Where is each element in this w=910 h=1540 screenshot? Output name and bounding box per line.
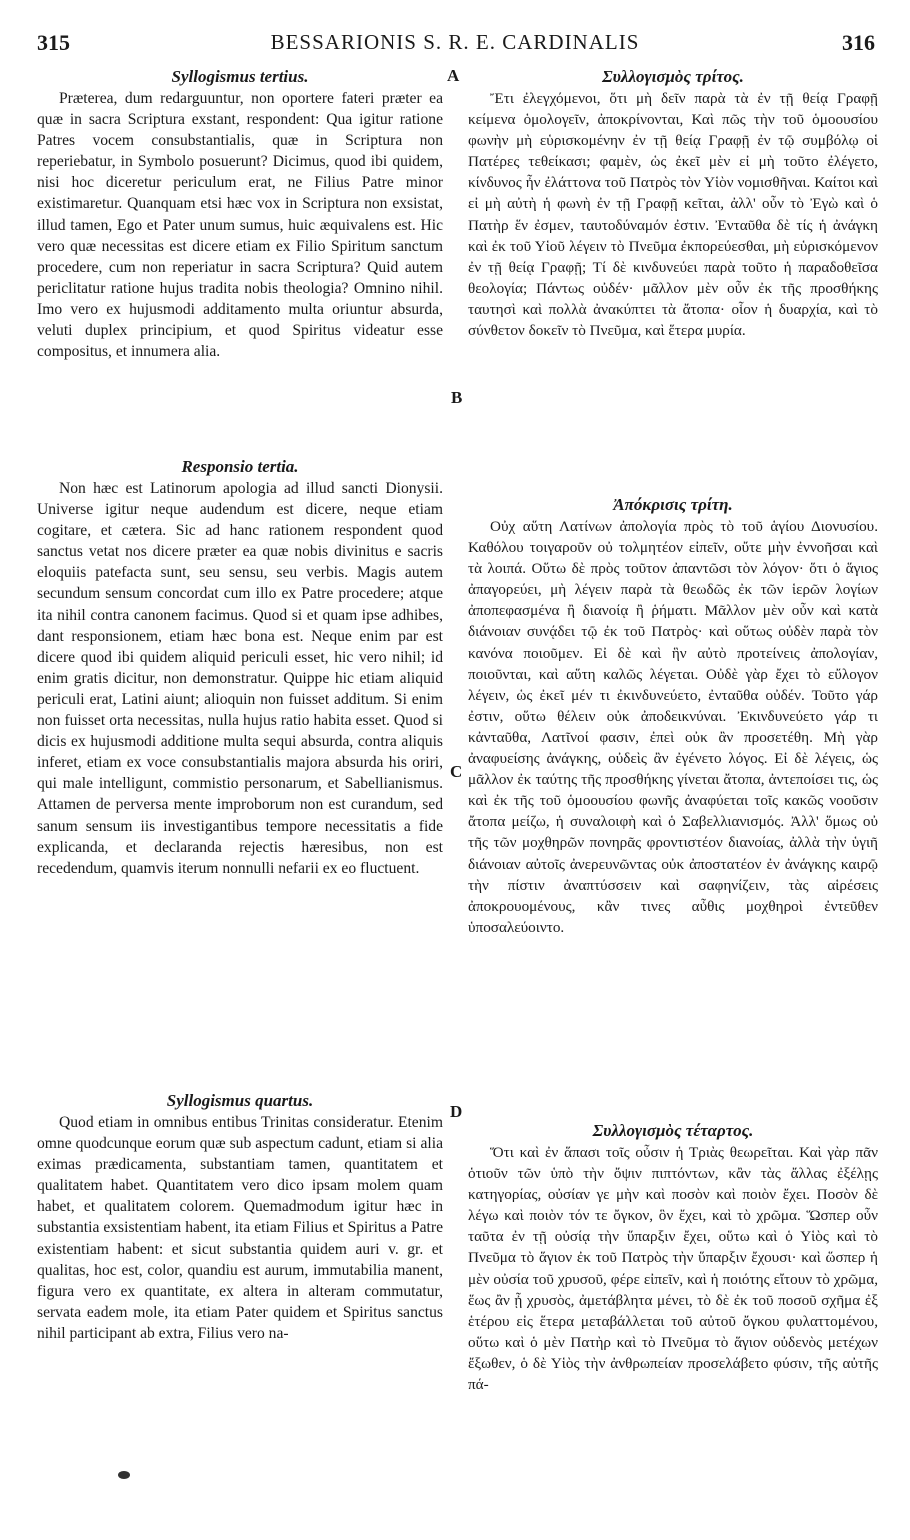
latin-syllogism-4-text: Quod etiam in omnibus entibus Trinitas consideratur. Etenim omne quodcunque eorum quæ sub aspectum cadunt, etiam si alia eximas prædicamenta, substantiam tamen, quantitatem et qualitatem habet. Quantitatem vero dico ipsam molem quam habet, et qualitatem colorem. Quemadmodum igitur hæc in substantia exsistentiam habent, ita etiam Filius et Spiritus a Patre existentiam habent: et sicut substantia quidem auri v. gr. et qualitas, hoc est, color, quandiu est aurum, immutabilia manent, figura vero ex quantitate, ex altera in alteram commutatur, servata eadem mole, ita etiam Pater quidem et Spiritus sanctus nihil participant ab extra, Filius vero na- (37, 1114, 443, 1342)
greek-syllogism-4 (468, 1120, 878, 1510)
section-marker-b: B (451, 388, 463, 407)
latin-response-3 (37, 456, 443, 1082)
latin-column (37, 66, 443, 1476)
running-title: BESSARIONIS S. R. E. CARDINALIS (270, 30, 640, 54)
page-number-left: 315 (37, 30, 70, 55)
latin-syllogism-4 (37, 1090, 443, 1476)
page-number-right: 316 (842, 30, 875, 55)
latin-response-3-text: Non hæc est Latinorum apologia ad illud sancti Dionysii. Universe igitur neque audendum est dicere, neque etiam cogitare, et cætera. Sic ad hanc rationem respondent quod sanctus vetat nos dicere præter ea quæ nobis divinitus e sacris eloquiis patefacta sunt, seu sensu, seu verbis. Magis autem secundum sensum concordat cum illo ex Patre procedere; atque ita nihil contra canonem facimus. Quod si et quam ipse adhibes, dant responsionem, etiam hæc bona est. Neque enim par est dicere quod ibi quidem aliquid periculi esset, hic vero nihil; id enim gratis dicitur, non demonstratur. Quippe hic etiam aliquid periculi erat, Latini aiunt; alioquin non fuisset additum. Si enim non fuisset orta necessitas, nulla hujus ratio habita esset. Quod si dicis ex hujusmodi additione multa sequi absurda, contra aliquis inferet, etiam ex voce consubstantialis majora absurda his oriri, qui male intelligunt, commistio personarum, et Sabellianismus. Attamen de perversa mente improborum non est curandum, sed sanum sensum iis investigantibus tempore necessitatis a fide explicanda, et declaranda rejectis hæresibus, non est recedendum, quamvis iterum nonnulli nefarii ex eo fluctuent. (37, 480, 443, 877)
greek-column (468, 66, 878, 1510)
latin-response-3-heading: Responsio tertia. (181, 457, 299, 476)
latin-syllogism-3-heading: Syllogismus tertius. (171, 67, 309, 86)
latin-syllogism-3-text: Præterea, dum redarguuntur, non oportere fateri præter ea quæ in sacra Scriptura exstant, respondent: Qua igitur ratione Patres vocem consubstantialis, quæ in Scriptura non reperiebatur, in Symbolo posuerunt? Dicimus, quod ibi quidem, nisi hoc diceretur periculum erat, ne Filius Patre minor existimaretur. Quanquam etsi hæc vox in Scriptura non exsistat, illud tamen, Ego et Pater unum sumus, huic æquivalens est. Hic vero quæ necessitas est dicere etiam ex Filio Spiritum sanctum procedere, cum non reperiatur in sacra Scriptura? Quid autem periclitatur ratione hujus tradita nobis theologia? Omnino nihil. Imo vero ex hujusmodi additamento multa oriuntur absurda, veluti duplex principium, et quod Spiritus videatur esse compositus, et innumera alia. (37, 90, 443, 361)
section-marker-c: C (450, 762, 463, 781)
greek-syllogism-4-heading: Συλλογισμὸς τέταρτος. (592, 1121, 754, 1140)
greek-syllogism-3 (468, 66, 878, 454)
ink-smudge (118, 1471, 130, 1479)
greek-response-3 (468, 494, 878, 1104)
section-marker-a: A (447, 66, 460, 85)
greek-syllogism-3-heading: Συλλογισμὸς τρίτος. (602, 67, 744, 86)
greek-response-3-heading: Ἀπόκρισις τρίτη. (613, 495, 733, 514)
section-marker-d: D (450, 1102, 463, 1121)
greek-syllogism-3-text: Ἔτι ἐλεγχόμενοι, ὅτι μὴ δεῖν παρὰ τὰ ἐν τῇ θείᾳ Γραφῇ κείμενα ὁμολογεῖν, ἀποκρίνονται, Καὶ πῶς τὴν τοῦ ὁμοουσίου φωνὴν μὴ εὑρισκομένην ἐν τῇ θείᾳ Γραφῇ ἐν τῷ συμβόλῳ οἱ Πατέρες τεθείκασι; φαμὲν, ὡς ἐκεῖ μὲν εἰ μὴ τοῦτο ἐλέγετο, κίνδυνος ἦν ἐλάττονα τοῦ Πατρὸς τὸν Υἱὸν νομισθῆναι. Καίτοι καὶ εἰ μὴ αὐτὴ ἡ φωνὴ ἐν τῇ Γραφῇ κεῖται, ἀλλ' οὖν τὸ Ἐγὼ καὶ ὁ Πατὴρ ἕν ἐσμεν, ταυτοδύναμόν ἐστιν. Ἐνταῦθα δὲ τίς ἡ ἀνάγκη καὶ ἐκ τοῦ Υἱοῦ λέγειν τὸ Πνεῦμα ἐκπορεύεσθαι, μὴ εὑρισκόμενον ἐν τῇ θείᾳ Γραφῇ; Τί δὲ κινδυνεύει παρὰ τοῦτο ἡ παραδοθεῖσα θεολογία; Πάντως οὐδέν· μᾶλλον μὲν οὖν ἐκ τῆς προσθήκης ταυτησὶ καὶ πολλὰ ἀνακύπτει τὰ ἄτοπα· οἷον ἡ δυαρχία, καὶ τὸ σύνθετον δοκεῖν τὸ Πνεῦμα, καὶ ἕτερα μυρία. (468, 90, 878, 340)
greek-response-3-text: Οὐχ αὕτη Λατίνων ἀπολογία πρὸς τὸ τοῦ ἁγίου Διονυσίου. Καθόλου τοιγαροῦν οὐ τολμητέον εἰπεῖν, οὔτε μὴν ἐννοῆσαι καὶ τὰ λοιπά. Οὕτω δὲ πρὸς τοῦτον ἀπαντῶσι τὸν λόγον· ὅτι ὁ ἅγιος ἀπαγορεύει, μὴ λέγειν παρὰ τὰ θεωδῶς ἐκ τῶν ἱερῶν λογίων ἀποπεφασμένα ἢ διανοίᾳ ἢ ῥήματι. Μᾶλλον μὲν οὖν καὶ κατὰ διάνοιαν συνᾴδει τῷ ἐκ τοῦ Πατρὸς· καὶ οὕτως οὐδὲν παρὰ τὸν κανόνα ποιοῦμεν. Εἰ δὲ καὶ ἣν αὐτὸ προτείνεις ἀπολογίαν, ποιοῦνται, καὶ αὕτη καλῶς λέγεται. Οὐδὲ γὰρ ἔχει τὸ εὔλογον λέγειν, ὡς ἐκεῖ μέν τι ἐκινδυνεύετο, ἐνταῦθα οὐδέν. Τοῦτο γάρ ἐστιν, οὕτω θέλειν οὐκ ἀποδεικνύναι. Ἐκινδυνεύετο γάρ τι κἀνταῦθα, Λατῖνοί φασιν, ἐπεὶ οὐκ ἂν προσετέθη. Μὴ γὰρ ἀναφυείσης ἀνάγκης, οὐδεὶς ἂν ἐγένετο λόγος. Εἰ δὲ λέγεις, ὡς μᾶλλον ἐκ ταύτης τῆς προσθήκης γίνεται ἄτοπα, ἀντεποίσει τις, ὡς καὶ ἐκ τῆς τοῦ ὁμοουσίου φωνῆς ἀναφύεται τοῖς κακῶς νοοῦσιν ἄτοπα μείζω, ἡ συναλοιφὴ καὶ ὁ Σαβελλιανισμός. Ἀλλ' ὅμως οὐ τῆς τῶν μοχθηρῶν πονηρᾶς φροντιστέον διανοίας, ἀλλὰ τὴν ὑγιῆ διάνοιαν αὐτοῖς ἀνερευνῶντας οὐκ ἀποστατέον ἐν ἀνάγκης καιρῷ τὴν πίστιν ἀναπτύσσειν καὶ σαφηνίζειν, τὰς αἱρέσεις ἀποκρουομένους, κἂν τινες αὖθις μοχθηροὶ ἐντεῦθεν ὑποσαλεύοιντο. (468, 518, 878, 936)
latin-syllogism-3 (37, 66, 443, 454)
running-header (0, 30, 910, 62)
latin-syllogism-4-heading: Syllogismus quartus. (166, 1091, 314, 1110)
greek-syllogism-4-text: Ὅτι καὶ ἐν ἅπασι τοῖς οὖσιν ἡ Τριὰς θεωρεῖται. Καὶ γὰρ πᾶν ὁτιοῦν τῶν ὑπὸ τὴν ὄψιν πιπτόντων, κἂν τὰς ἄλλας ἐξέλῃς κατηγορίας, οὐσίαν γε μὴν καὶ ποσὸν καὶ ποιὸν ἔχει. Ποσὸν δὲ λέγω καὶ ποιὸν τόν τε ὄγκον, ὃν ἔχει, καὶ τὸ χρῶμα. Ὥσπερ οὖν ταῦτα ἐν τῇ οὐσίᾳ τὴν ὕπαρξιν ἔχει, οὕτω καὶ ὁ Υἱὸς καὶ τὸ Πνεῦμα τὸ ἅγιον ἐκ τοῦ Πατρὸς τὴν ὕπαρξιν ἔχουσι· καὶ ὥσπερ ἡ μὲν οὐσία τοῦ χρυσοῦ, φέρε εἰπεῖν, καὶ ἡ ποιότης εἴτουν τὸ χρῶμα, ἕως ἂν ᾖ χρυσὸς, ἀμετάβλητα μένει, τὸ δὲ ἐκ τοῦ ποσοῦ σχῆμα ἐξ ἑτέρου εἰς ἕτερα μεταβάλλεται τοῦ αὐτοῦ ὄγκου φυλαττομένου, οὕτω καὶ ὁ μὲν Πατὴρ καὶ τὸ Πνεῦμα τὸ ἅγιον οὐδενὸς μετέχων ἔξωθεν, ὁ δὲ Υἱὸς τὴν ἀνθρωπείαν προσελάβετο φύσιν, τῆς αὐτῆς πά- (468, 1144, 878, 1394)
